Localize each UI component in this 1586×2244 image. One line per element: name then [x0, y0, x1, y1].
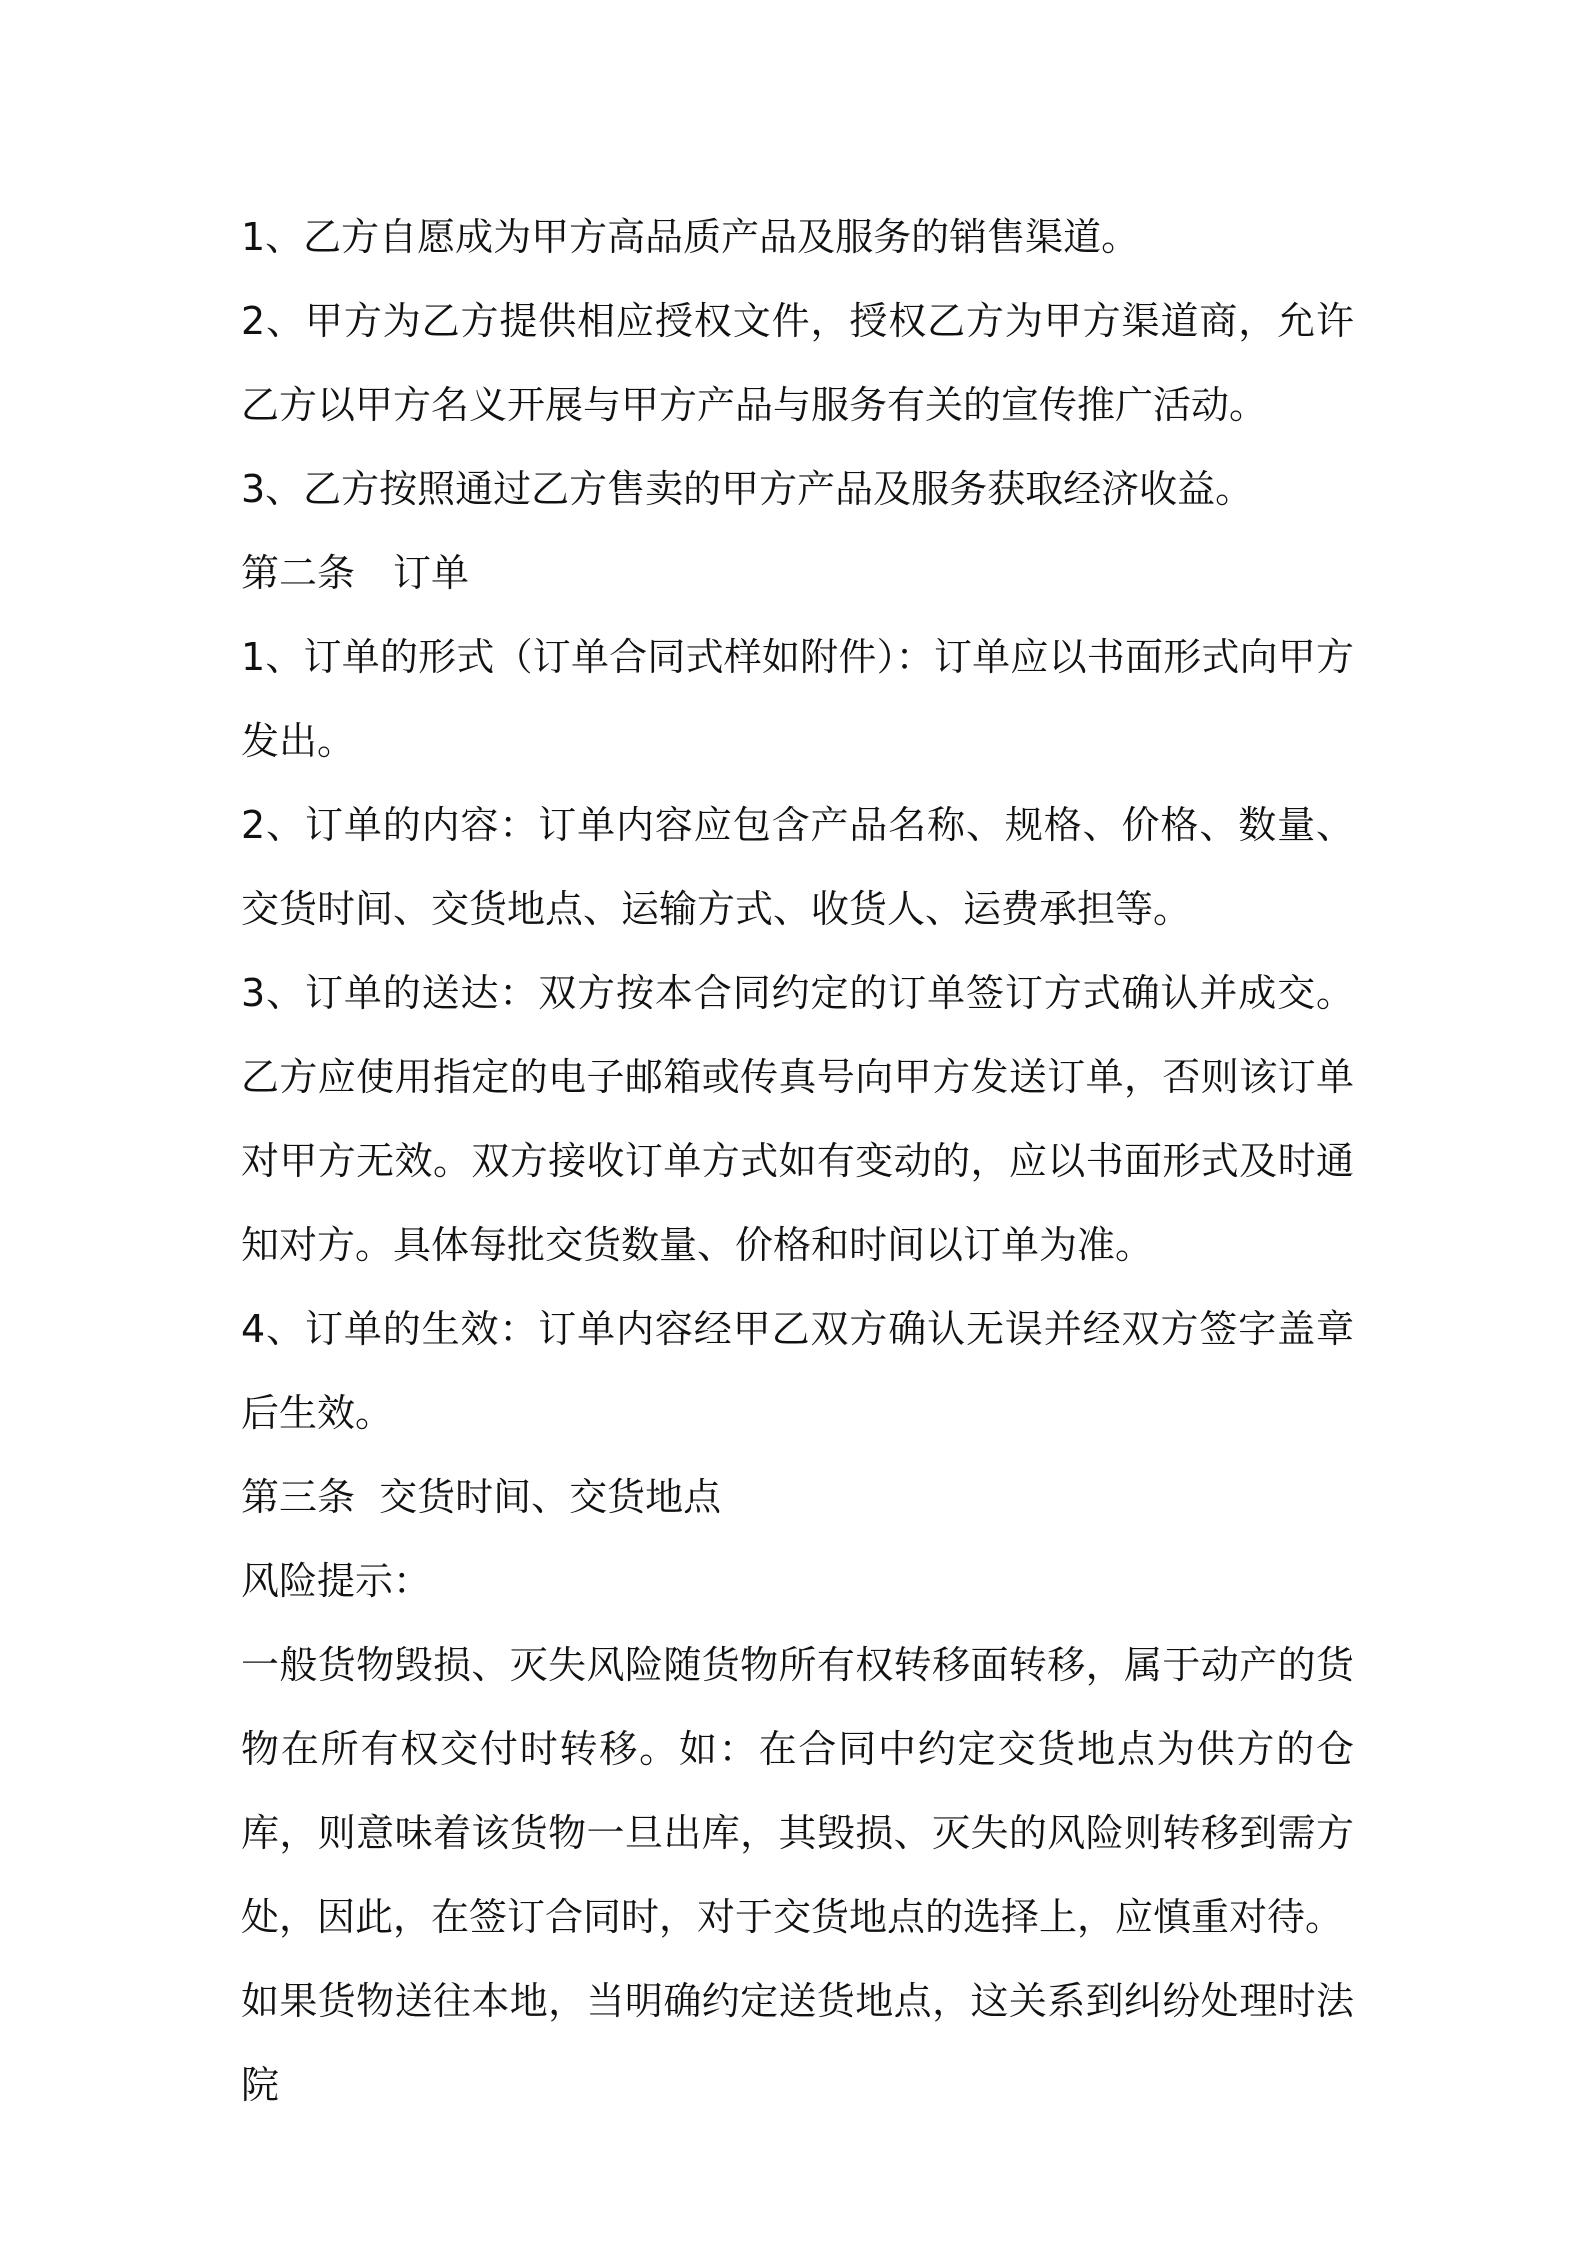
document-body	[241, 195, 1354, 2127]
order-item-3: 3、订单的送达：双方按本合同约定的订单签订方式确认并成交。乙方应使用指定的电子邮箱或传真号向甲方发送订单，否则该订单对甲方无效。双方接收订单方式如有变动的，应以书面形式及时通知对方。具体每批交货数量、价格和时间以订单为准。	[241, 971, 1354, 1267]
order-item-4: 4、订单的生效：订单内容经甲乙双方确认无误并经双方签字盖章后生效。	[241, 1307, 1354, 1435]
risk-paragraph-1: 一般货物毁损、灭失风险随货物所有权转移面转移，属于动产的货物在所有权交付时转移。如：在合同中约定交货地点为供方的仓库，则意味着该货物一旦出库，其毁损、灭失的风险则转移到需方处，因此，在签订合同时，对于交货地点的选择上，应慎重对待。	[241, 1643, 1354, 1939]
order-item-1: 1、订单的形式（订单合同式样如附件）：订单应以书面形式向甲方发出。	[241, 635, 1354, 763]
section-heading-delivery: 第三条 交货时间、交货地点	[241, 1475, 722, 1519]
paragraph-clause-2: 2、甲方为乙方提供相应授权文件，授权乙方为甲方渠道商，允许乙方以甲方名义开展与甲方产品与服务有关的宣传推广活动。	[241, 299, 1354, 427]
risk-label: 风险提示：	[241, 1559, 432, 1603]
risk-paragraph-2: 如果货物送往本地，当明确约定送货地点，这关系到纠纷处理时法院	[241, 1979, 1354, 2107]
section-heading-order: 第二条 订单	[241, 551, 470, 595]
paragraph-clause-3: 3、乙方按照通过乙方售卖的甲方产品及服务获取经济收益。	[241, 467, 1254, 511]
paragraph-clause-1: 1、乙方自愿成为甲方高品质产品及服务的销售渠道。	[241, 215, 1140, 259]
order-item-2: 2、订单的内容：订单内容应包含产品名称、规格、价格、数量、交货时间、交货地点、运输方式、收货人、运费承担等。	[241, 803, 1354, 931]
